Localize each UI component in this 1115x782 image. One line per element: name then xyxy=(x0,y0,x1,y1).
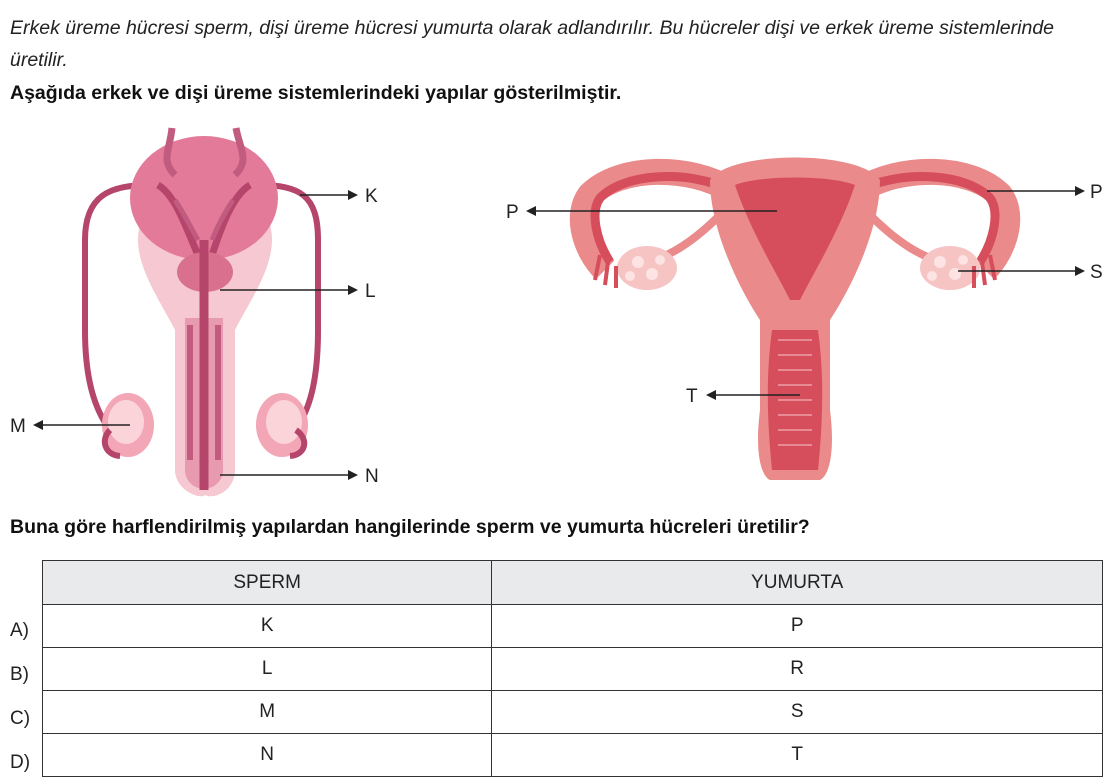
option-c-letter[interactable]: C) xyxy=(10,708,31,729)
male-reproductive-illustration xyxy=(85,128,318,496)
cell-yumurta: S xyxy=(492,691,1103,734)
label-k: K xyxy=(365,186,378,207)
cell-sperm: L xyxy=(43,648,492,691)
intro-text: Erkek üreme hücresi sperm, dişi üreme hücresi yumurta olarak adlandırılır. Bu hücreler dişi ve erkek üreme sistemlerinde üretilir. xyxy=(10,17,1055,71)
cell-sperm: M xyxy=(43,691,492,734)
table-header-row xyxy=(43,561,1103,605)
female-reproductive-illustration xyxy=(583,158,1007,481)
table-row[interactable] xyxy=(43,605,1103,648)
option-d-letter[interactable]: D) xyxy=(10,752,31,773)
label-n: N xyxy=(365,466,379,487)
label-s: S xyxy=(1090,262,1103,283)
label-p-right: P xyxy=(1090,182,1103,203)
cell-sperm: N xyxy=(43,734,492,777)
label-t: T xyxy=(686,386,698,407)
cell-sperm: K xyxy=(43,605,492,648)
label-m: M xyxy=(10,416,26,437)
label-l: L xyxy=(365,281,376,302)
cell-yumurta: P xyxy=(492,605,1103,648)
cell-yumurta: R xyxy=(492,648,1103,691)
option-a-letter[interactable]: A) xyxy=(10,620,29,641)
answer-table xyxy=(42,560,1103,777)
header-yumurta: YUMURTA xyxy=(492,561,1103,605)
table-row[interactable] xyxy=(43,648,1103,691)
instruction-text: Aşağıda erkek ve dişi üreme sistemlerindeki yapılar gösterilmiştir. xyxy=(10,82,622,104)
cell-yumurta: T xyxy=(492,734,1103,777)
question-text: Buna göre harflendirilmiş yapılardan hangilerinde sperm ve yumurta hücreleri üretilir? xyxy=(10,516,810,538)
table-row[interactable] xyxy=(43,734,1103,777)
table-row[interactable] xyxy=(43,691,1103,734)
option-b-letter[interactable]: B) xyxy=(10,664,29,685)
header-sperm: SPERM xyxy=(43,561,492,605)
label-p-left: P xyxy=(506,202,519,223)
